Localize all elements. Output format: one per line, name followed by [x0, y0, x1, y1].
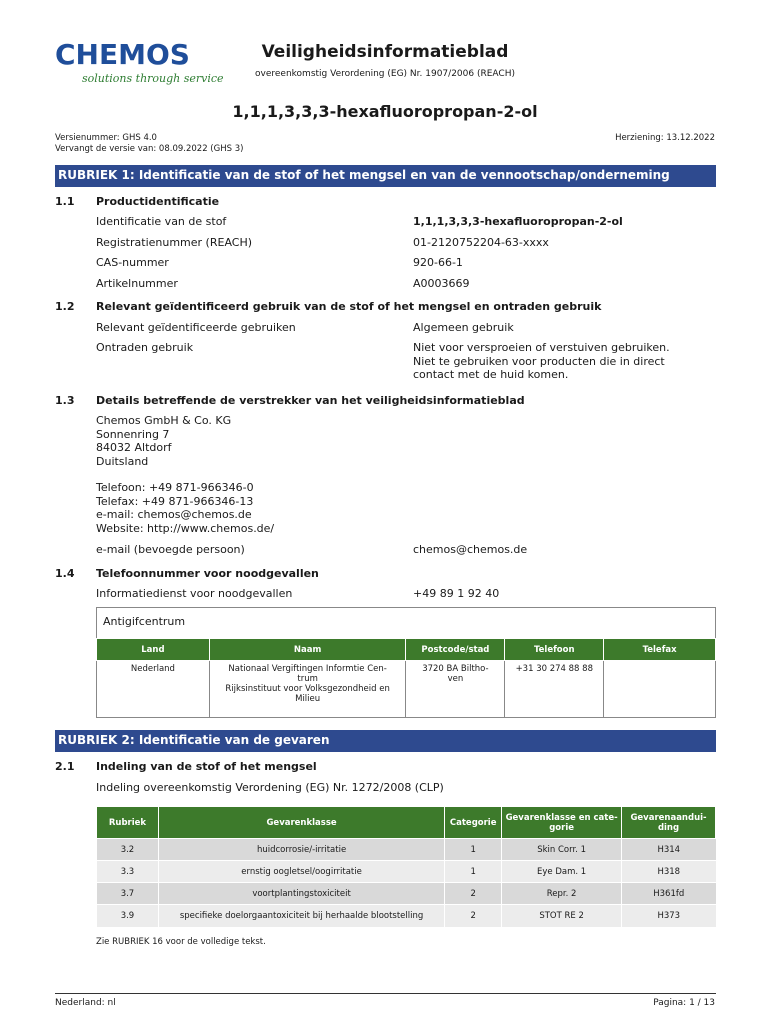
- table-cell: STOT RE 2: [502, 905, 622, 927]
- table-row: [97, 883, 716, 905]
- box-title: Antigifcentrum: [103, 615, 186, 628]
- address-line: Chemos GmbH & Co. KG: [96, 414, 232, 427]
- text-line: Niet voor versproeien of verstuiven gebruiken.: [413, 341, 670, 354]
- table-header: Telefax: [604, 639, 716, 661]
- footer-divider: [55, 993, 716, 994]
- table-header: Categorie: [445, 807, 502, 839]
- poison-center-table: [96, 638, 716, 718]
- table-cell: specifieke doelorgaantoxiciteit bij herhaalde blootstelling: [158, 905, 444, 927]
- table-cell: [406, 661, 505, 718]
- table-cell: Skin Corr. 1: [502, 839, 622, 861]
- substance-title: 1,1,1,3,3,3-hexafluoropropan-2-ol: [232, 102, 538, 121]
- subsection-heading: Telefoonnummer voor noodgevallen: [96, 567, 319, 580]
- table-cell: ernstig oogletsel/oogirritatie: [158, 861, 444, 883]
- table-header: Gevarenklasse: [158, 807, 444, 839]
- field-label: Informatiedienst voor noodgevallen: [96, 587, 293, 600]
- subsection-heading: Relevant geïdentificeerd gebruik van de stof of het mengsel en ontraden gebruik: [96, 300, 602, 313]
- subsection-number: 1.2: [55, 300, 75, 313]
- table-cell: H314: [622, 839, 716, 861]
- cell-line: 3720 BA Biltho-: [422, 664, 489, 674]
- version-info: [55, 133, 243, 155]
- table-row: [97, 861, 716, 883]
- table-cell: 3.9: [97, 905, 159, 927]
- field-value: Algemeen gebruik: [413, 321, 514, 334]
- table-header: Rubriek: [97, 807, 159, 839]
- table-cell: Eye Dam. 1: [502, 861, 622, 883]
- contact-line: Website: http://www.chemos.de/: [96, 521, 275, 535]
- field-label: e-mail (bevoegde persoon): [96, 543, 245, 556]
- table-cell: +31 30 274 88 88: [505, 661, 604, 718]
- field-value: +49 89 1 92 40: [413, 587, 500, 600]
- supplier-address: [96, 414, 231, 468]
- document-subtitle: overeenkomstig Verordening (EG) Nr. 1907/2006 (REACH): [255, 69, 515, 79]
- document-title: Veiligheidsinformatieblad: [261, 42, 509, 62]
- subsection-number: 2.1: [55, 760, 75, 773]
- table-row: [97, 905, 716, 927]
- address-line: 84032 Altdorf: [96, 441, 172, 454]
- table-cell: 2: [445, 883, 502, 905]
- logo-tagline: solutions through service: [82, 72, 224, 85]
- field-value: chemos@chemos.de: [413, 543, 528, 556]
- footnote: Zie RUBRIEK 16 voor de volledige tekst.: [96, 937, 266, 947]
- field-value: A0003669: [413, 277, 470, 290]
- supplier-contact: [96, 481, 274, 535]
- table-cell: 3.2: [97, 839, 159, 861]
- table-cell: voortplantingstoxiciteit: [158, 883, 444, 905]
- table-header-row: [97, 639, 716, 661]
- cell-line: ven: [447, 674, 464, 684]
- field-label: Registratienummer (REACH): [96, 236, 253, 249]
- cell-line: trum: [297, 674, 318, 684]
- table-header: Naam: [209, 639, 406, 661]
- table-cell: huidcorrosie/-irritatie: [158, 839, 444, 861]
- cell-line: Nationaal Vergiftingen Informtie Cen-: [228, 664, 387, 674]
- table-cell: Repr. 2: [502, 883, 622, 905]
- field-label: CAS-nummer: [96, 256, 169, 269]
- table-cell: 3.3: [97, 861, 159, 883]
- revision-date: Herziening: 13.12.2022: [615, 133, 715, 143]
- field-value: 920-66-1: [413, 256, 463, 269]
- table-cell: [604, 661, 716, 718]
- logo-text: CHEMOS: [55, 38, 190, 71]
- table-row: [97, 661, 716, 718]
- table-cell: H373: [622, 905, 716, 927]
- table-header: Telefoon: [505, 639, 604, 661]
- table-header: Postcode/stad: [406, 639, 505, 661]
- hazard-classification-table: [96, 806, 716, 927]
- subsection-number: 1.1: [55, 195, 75, 208]
- text-line: contact met de huid komen.: [413, 368, 569, 381]
- subsection-heading: Productidentificatie: [96, 195, 220, 208]
- table-cell: 1: [445, 839, 502, 861]
- section-2-header: RUBRIEK 2: Identificatie van de gevaren: [55, 730, 716, 752]
- table-cell: H361fd: [622, 883, 716, 905]
- cell-line: Rijksinstituut voor Volksgezondheid en: [225, 684, 390, 694]
- subsection-heading: Indeling van de stof of het mengsel: [96, 760, 317, 773]
- version-number: Versienummer: GHS 4.0: [55, 133, 157, 143]
- field-value: 01-2120752204-63-xxxx: [413, 236, 549, 249]
- contact-line: e-mail: chemos@chemos.de: [96, 508, 252, 521]
- table-header: Gevarenaandui-ding: [622, 807, 716, 839]
- subsection-number: 1.4: [55, 567, 75, 580]
- address-line: Sonnenring 7: [96, 427, 170, 441]
- table-cell: [209, 661, 406, 718]
- table-cell: 2: [445, 905, 502, 927]
- field-value: 1,1,1,3,3,3-hexafluoropropan-2-ol: [413, 215, 623, 228]
- address-line: Duitsland: [96, 454, 149, 468]
- field-label: Identificatie van de stof: [96, 215, 227, 228]
- table-header: Gevarenklasse en cate-gorie: [502, 807, 622, 839]
- cell-line: Milieu: [295, 694, 321, 704]
- table-cell: H318: [622, 861, 716, 883]
- page-number: Pagina: 1 / 13: [653, 998, 715, 1008]
- table-header: Land: [97, 639, 210, 661]
- subsection-heading: Details betreffende de verstrekker van het veiligheidsinformatieblad: [96, 394, 525, 407]
- subsection-number: 1.3: [55, 394, 75, 407]
- field-value-multiline: [413, 341, 670, 382]
- text-line: Niet te gebruiken voor producten die in direct: [413, 354, 665, 368]
- footer-language: Nederland: nl: [55, 998, 116, 1008]
- contact-line: Telefoon: +49 871-966346-0: [96, 481, 254, 494]
- contact-line: Telefax: +49 871-966346-13: [96, 494, 254, 508]
- table-cell: 1: [445, 861, 502, 883]
- table-row: [97, 839, 716, 861]
- section-1-header: RUBRIEK 1: Identificatie van de stof of het mengsel en van de vennootschap/onderneming: [55, 165, 716, 187]
- field-label: Relevant geïdentificeerde gebruiken: [96, 321, 296, 334]
- table-cell: 3.7: [97, 883, 159, 905]
- replaces-version: Vervangt de versie van: 08.09.2022 (GHS 3): [55, 144, 244, 154]
- table-cell: Nederland: [97, 661, 210, 718]
- classification-subheading: Indeling overeenkomstig Verordening (EG) Nr. 1272/2008 (CLP): [96, 781, 444, 794]
- field-label: Artikelnummer: [96, 277, 178, 290]
- table-header-row: [97, 807, 716, 839]
- field-label: Ontraden gebruik: [96, 341, 194, 354]
- company-logo: [55, 38, 224, 88]
